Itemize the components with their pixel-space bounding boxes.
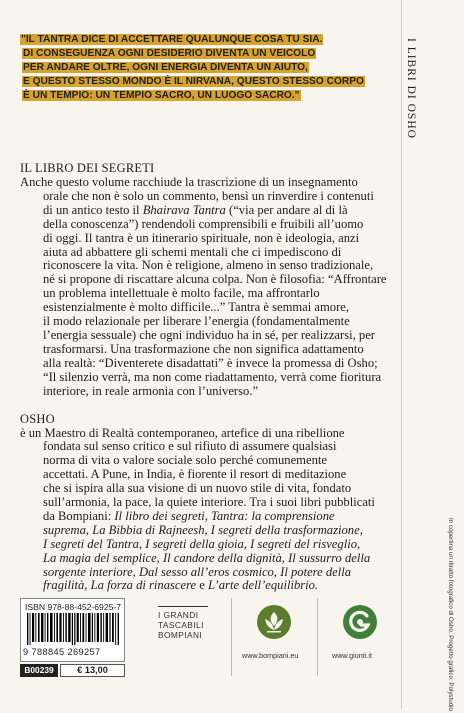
text-line: interiore, in reale armonia con l’universo.” bbox=[43, 383, 259, 398]
text-line: è un Maestro di Realtà contemporaneo, artefice di una ribellione bbox=[20, 425, 345, 440]
text-line: Anche questo volume racchiude la trascrizione di un insegnamento bbox=[20, 175, 358, 189]
text-line: né si propone di riscattare alcuna colpa. Non è filosofia: “Affrontare bbox=[43, 272, 387, 287]
footer-divider bbox=[231, 598, 232, 676]
isbn-label: ISBN 978-88-452-6925-7 bbox=[25, 602, 122, 612]
footer-divider bbox=[317, 598, 318, 676]
quote-line: È UN TEMPIO: UN TEMPIO SACRO, UN LUOGO SACRO." bbox=[23, 90, 300, 101]
text-line: esistenzialmente è molto difficile...” Tantra è semmai amore, bbox=[43, 300, 350, 315]
text-line: della conoscenza”) rendendoli comprensibili e fruibili all’uomo bbox=[43, 216, 364, 231]
text-line: accettati. A Pune, in India, è fiorente il resort di meditazione bbox=[43, 467, 347, 482]
giunti-url: www.giunti.it bbox=[332, 651, 372, 660]
barcode-panel bbox=[20, 598, 125, 662]
text-line: di un antico testo il Bhairava Tantra (“via per andare al di là bbox=[43, 202, 348, 217]
text-line: il modo relazionale per liberare l’energia (fondamentalmente bbox=[43, 314, 350, 329]
text-line: di oggi. Il tantra è un itinerario spirituale, non è ideologia, anzi bbox=[43, 230, 360, 245]
text-line: I segreti del Tantra, I segreti della gioia, I segreti del risveglio, bbox=[43, 536, 361, 551]
barcode-number: 9 788845 269257 bbox=[23, 647, 101, 657]
text-line: norma di vita o valore sociale solo perché comunemente bbox=[43, 453, 327, 468]
barcode-icon bbox=[27, 613, 120, 645]
highlighted-quote bbox=[20, 33, 392, 103]
text-line: fragilità, La forza di rinascere e L’arte dell’equilibrio. bbox=[43, 578, 319, 593]
bompiani-logo-icon bbox=[256, 604, 292, 640]
price-label: € 13,00 bbox=[60, 664, 125, 677]
quote-line: DI CONSEGUENZA OGNI DESIDERIO DIVENTA UN VEICOLO bbox=[23, 48, 316, 59]
text-line: sorgente interiore, Dal sesso all’eros cosmico, Il potere della bbox=[43, 564, 352, 579]
text-line: riconoscere la vita. Non è religione, almeno in senso tradizionale, bbox=[43, 258, 374, 273]
text-line: La magia del semplice, Il candore della dignità, Il sussurro della bbox=[43, 550, 371, 565]
publisher-footer bbox=[20, 598, 402, 676]
quote-line: E QUESTO STESSO MONDO È IL NIRVANA, QUESTO STESSO CORPO bbox=[23, 76, 364, 87]
text-line: un problema intellettuale è molto facile, ma affrontarlo bbox=[43, 286, 320, 301]
author-bio bbox=[20, 427, 398, 594]
text-line: sull’armonia, la pace, la quiete interiore. Tra i suoi libri pubblicati bbox=[43, 495, 375, 510]
bompiani-url: www.bompiani.eu bbox=[242, 651, 299, 660]
text-line: da Bompiani: Il libro dei segreti, Tantra: la comprensione bbox=[43, 508, 335, 523]
text-line: che si ispira alla sua visione di un nuovo stile di vita, fondato bbox=[43, 481, 352, 496]
product-code: B00239 bbox=[20, 664, 58, 677]
text-line: trasformarsi. Una trasformazione che non significa adattamento bbox=[43, 341, 364, 356]
text-line: orale che non è solo un commento, bensì un rinverdire i contenuti bbox=[43, 188, 374, 203]
series-label: I GRANDI TASCABILI BOMPIANI bbox=[158, 606, 228, 640]
book-section-title: IL LIBRO DEI SEGRETI bbox=[20, 161, 155, 175]
text-line: “Il silenzio verrà, ma non come riadattamento, verrà come fioritura bbox=[43, 369, 382, 384]
quote-line: "IL TANTRA DICE DI ACCETTARE QUALUNQUE COSA TU SIA. bbox=[21, 34, 323, 45]
cover-credits: In copertina un ritratto fotografico di Osho. Progetto grafico: Polystudio. bbox=[447, 518, 454, 713]
back-cover-text bbox=[20, 161, 398, 593]
text-line: alla realtà: “Diventerete disadattati” è invece la promessa di Osho; bbox=[43, 355, 378, 370]
text-line: suprema, La Bibbia di Rajneesh, I segreti della trasformazione, bbox=[43, 522, 363, 537]
book-description bbox=[20, 176, 398, 399]
author-section-title: OSHO bbox=[20, 411, 55, 426]
text-line: l’energia sessuale) che ogni individuo ha in sé, per realizzarsi, per bbox=[43, 327, 375, 342]
spine-label: I LIBRI DI OSHO bbox=[405, 38, 417, 139]
text-line: fondata sul senso critico e sul rifiuto di assumere qualsiasi bbox=[43, 439, 337, 454]
giunti-logo-icon bbox=[342, 604, 378, 640]
quote-line: PER ANDARE OLTRE, OGNI ENERGIA DIVENTA UN AIUTO, bbox=[23, 62, 308, 73]
text-line: aiuta ad abbattere gli schemi mentali che ci impediscono di bbox=[43, 244, 342, 259]
